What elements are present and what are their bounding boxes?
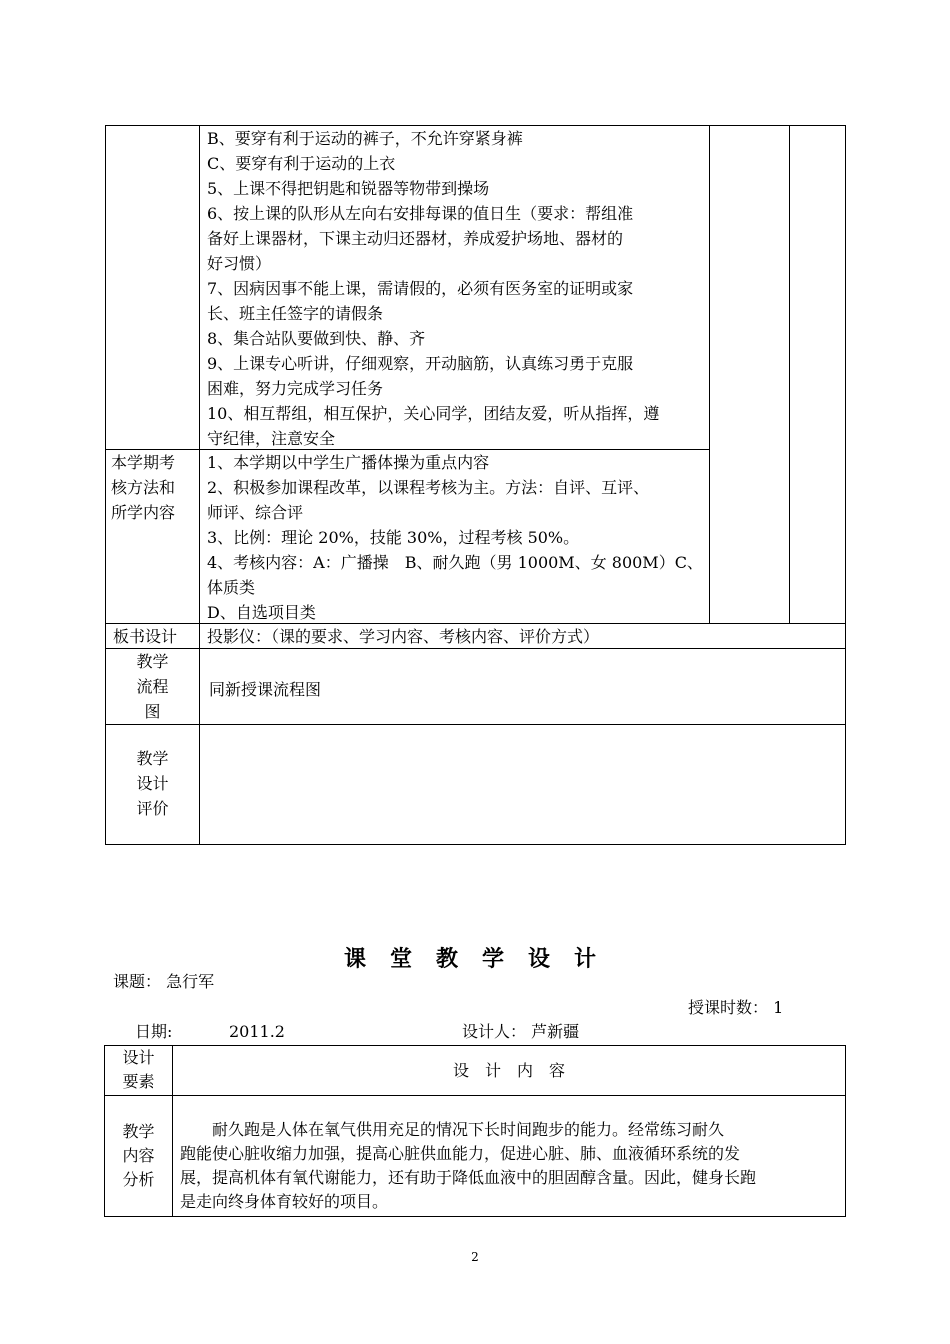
flow-content: 同新授课流程图 (209, 680, 322, 699)
assessment-line: 2、积极参加课程改革，以课程考核为主。方法：自评、互评、 (207, 478, 650, 497)
assessment-label-line: 本学期考 (111, 453, 176, 472)
design-elements-label (105, 1046, 172, 1094)
assessment-line: 4、考核内容：A：广播操 B、耐久跑（男 1000M、女 800M）C、 (207, 553, 703, 572)
topic-value: 急行军 (166, 972, 215, 991)
content-analysis-label-line: 教学 (122, 1122, 155, 1141)
eval-label-line: 设计 (136, 774, 169, 793)
design-elements-label-line: 要素 (122, 1072, 155, 1091)
analysis-line: 耐久跑是人体在氧气供用充足的情况下长时间跑步的能力。经常练习耐久 (180, 1120, 725, 1139)
rules-line: C、要穿有利于运动的上衣 (207, 154, 396, 173)
rules-line: 7、因病因事不能上课，需请假的，必须有医务室的证明或家 (207, 279, 634, 298)
designer-label: 设计人： (462, 1022, 527, 1041)
analysis-line: 是走向终身体育较好的项目。 (180, 1192, 389, 1211)
rules-line: 9、上课专心听讲，仔细观察，开动脑筋，认真练习勇于克服 (207, 354, 634, 373)
topic-label: 课题： (113, 972, 162, 991)
content-analysis-label-line: 内容 (122, 1146, 155, 1165)
hours-line (688, 997, 783, 1019)
rules-line: 6、按上课的队形从左向右安排每课的值日生（要求：帮组准 (207, 204, 634, 223)
flow-label-line: 图 (144, 702, 161, 721)
date-value: 2011.2 (229, 1022, 285, 1041)
board-content: 投影仪：（课的要求、学习内容、考核内容、评价方式） (207, 627, 600, 646)
assessment-line: 3、比例：理论 20%，技能 30%，过程考核 50%。 (207, 528, 580, 547)
board-label: 板书设计 (113, 627, 178, 646)
rules-line: 困难，努力完成学习任务 (207, 379, 384, 398)
hours-value: 1 (773, 998, 784, 1017)
rules-line: 守纪律，注意安全 (207, 429, 336, 448)
assessment-label-line: 所学内容 (111, 503, 176, 522)
rules-line: 5、上课不得把钥匙和锐器等物带到操场 (207, 179, 490, 198)
rules-line: 好习惯） (207, 254, 272, 273)
flow-label-line: 教学 (136, 652, 169, 671)
content-analysis-label (105, 1120, 172, 1192)
rules-line: 备好上课器材，下课主动归还器材，养成爱护场地、器材的 (207, 229, 624, 248)
eval-label-line: 教学 (136, 749, 169, 768)
assessment-line: 师评、综合评 (207, 503, 304, 522)
flow-label-line: 流程 (136, 677, 169, 696)
content-analysis-text (180, 1118, 756, 1214)
date-label: 日期: (135, 1022, 173, 1041)
page-title: 课堂教学设计 (344, 946, 621, 972)
rules-line: B、要穿有利于运动的裤子，不允许穿紧身裤 (207, 129, 523, 148)
assessment-content (207, 450, 703, 625)
rules-list (207, 126, 659, 451)
rules-line: 长、班主任签字的请假条 (207, 304, 384, 323)
design-elements-label-line: 设计 (122, 1048, 155, 1067)
page-number: 2 (471, 1250, 479, 1264)
assessment-line: 1、本学期以中学生广播体操为重点内容 (207, 453, 490, 472)
assessment-line: 体质类 (207, 578, 256, 597)
rules-line: 8、集合站队要做到快、静、齐 (207, 329, 426, 348)
content-analysis-label-line: 分析 (122, 1170, 155, 1189)
hours-label: 授课时数： (688, 998, 769, 1017)
flow-label (106, 649, 199, 724)
topic-line (113, 971, 214, 993)
analysis-line: 展，提高机体有氧代谢能力，还有助于降低血液中的胆固醇含量。因此，健身长跑 (180, 1168, 757, 1187)
eval-label (106, 746, 199, 821)
analysis-line: 跑能使心脏收缩力加强，提高心脏供血能力，促进心脏、肺、血液循环系统的发 (180, 1144, 741, 1163)
assessment-label-line: 核方法和 (111, 478, 176, 497)
assessment-line: D、自选项目类 (207, 603, 316, 622)
designer-value: 芦新疆 (531, 1022, 580, 1041)
assessment-label (111, 450, 175, 525)
design-content-header: 设 计 内 容 (452, 1061, 565, 1080)
eval-label-line: 评价 (136, 799, 169, 818)
designer-line (462, 1021, 579, 1043)
rules-line: 10、相互帮组，相互保护，关心同学，团结友爱，听从指挥，遵 (207, 404, 660, 423)
